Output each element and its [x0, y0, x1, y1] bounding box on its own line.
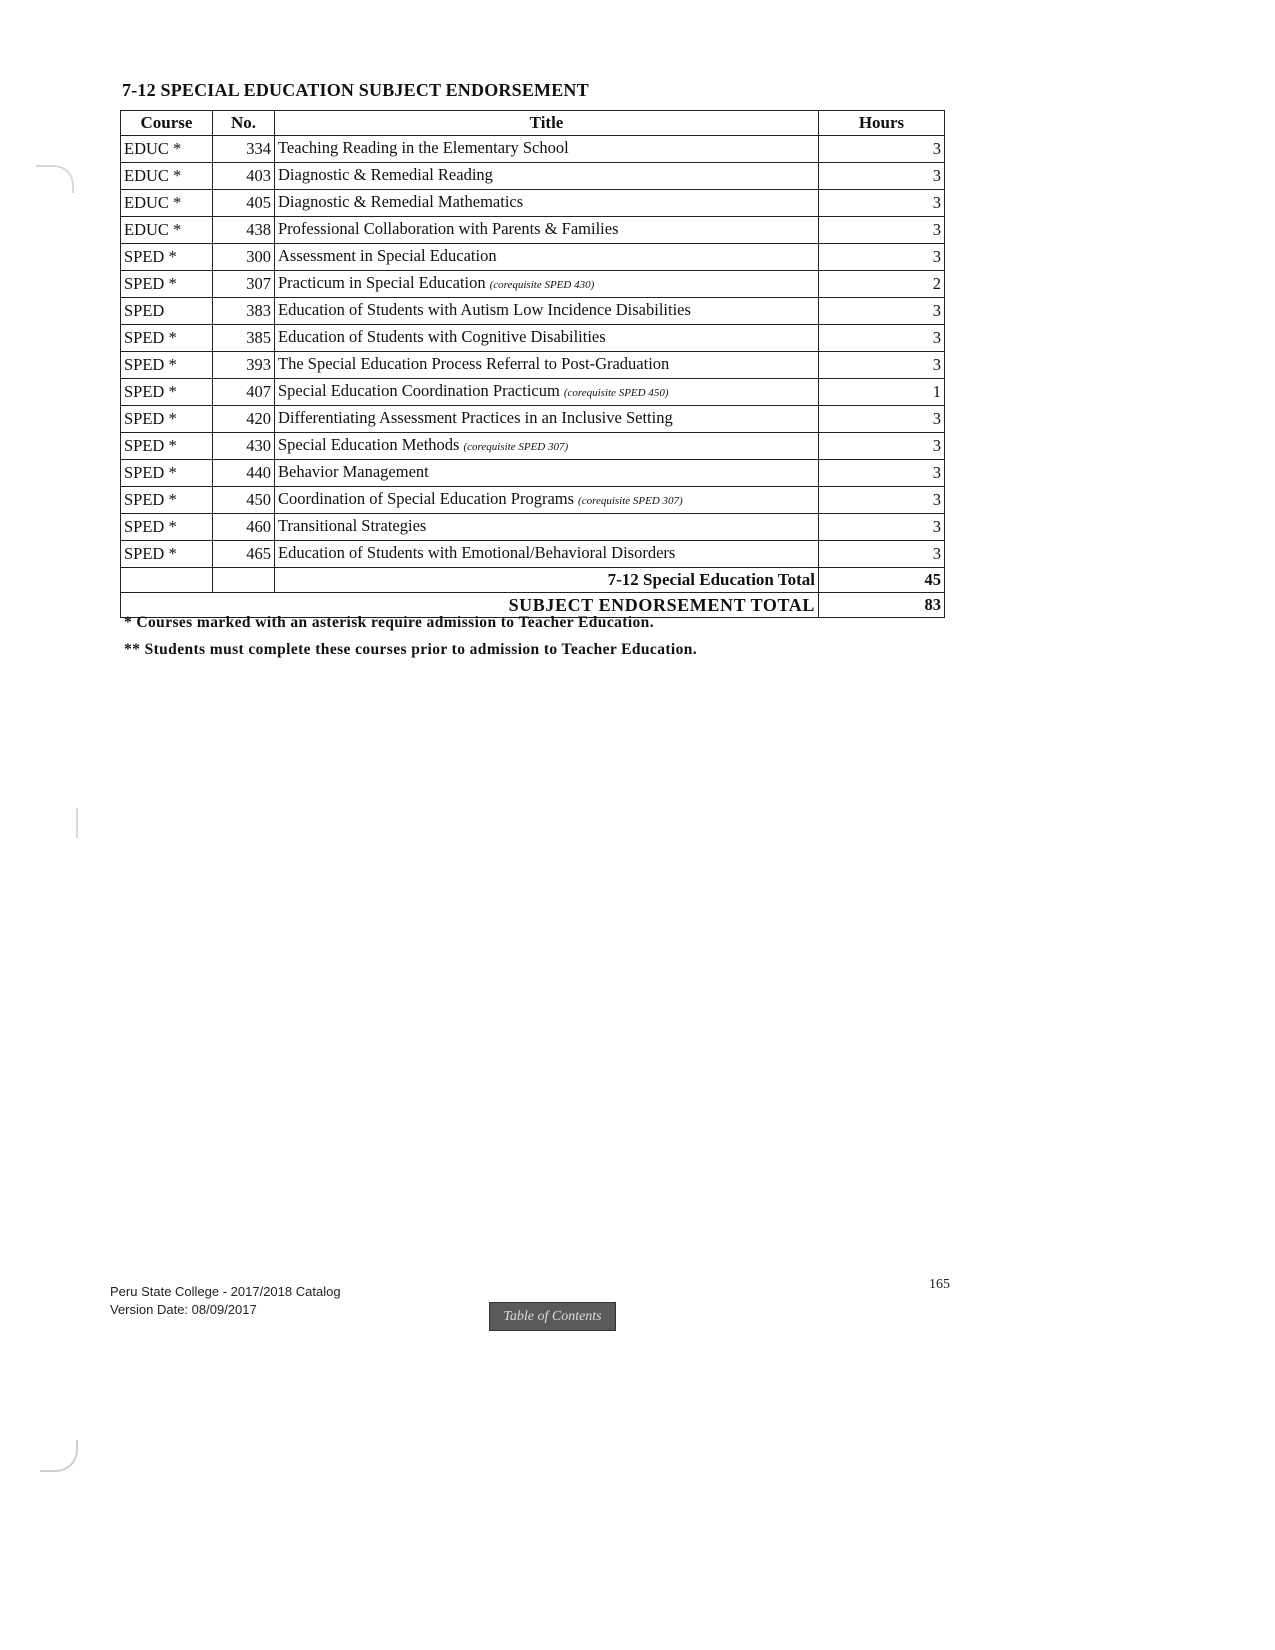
course-code — [121, 433, 213, 460]
course-code-text: SPED * — [124, 409, 177, 428]
course-hours-text: 3 — [932, 193, 941, 212]
course-code — [121, 541, 213, 568]
table-row — [121, 271, 945, 298]
course-code — [121, 487, 213, 514]
course-title — [275, 244, 819, 271]
course-code-text: EDUC * — [124, 139, 182, 158]
course-hours — [819, 541, 945, 568]
header-course: Course — [121, 111, 213, 136]
course-code-text: SPED * — [124, 274, 177, 293]
course-number-text: 440 — [246, 463, 271, 482]
table-row — [121, 514, 945, 541]
course-code-text: SPED * — [124, 355, 177, 374]
course-title — [275, 460, 819, 487]
course-title — [275, 352, 819, 379]
table-row — [121, 379, 945, 406]
course-title — [275, 325, 819, 352]
table-row — [121, 541, 945, 568]
course-title-text: Assessment in Special Education — [278, 246, 497, 265]
course-title-text: Transitional Strategies — [278, 516, 427, 535]
table-header-row — [121, 111, 945, 136]
scan-hole-mark — [76, 808, 78, 838]
empty-cell — [213, 568, 275, 593]
section-total-label: 7-12 Special Education Total — [275, 568, 819, 593]
course-hours-text: 3 — [932, 247, 941, 266]
course-title — [275, 163, 819, 190]
course-hours-text: 3 — [932, 463, 941, 482]
course-code-text: SPED * — [124, 490, 177, 509]
table-row — [121, 325, 945, 352]
course-hours-text: 3 — [932, 544, 941, 563]
course-hours — [819, 217, 945, 244]
table-row — [121, 190, 945, 217]
course-hours — [819, 433, 945, 460]
course-code-text: SPED * — [124, 328, 177, 347]
course-code-text: SPED * — [124, 382, 177, 401]
course-title-text: Diagnostic & Remedial Mathematics — [278, 192, 524, 211]
catalog-name: Peru State College - 2017/2018 Catalog — [110, 1284, 341, 1299]
course-title-text: Special Education Methods — [278, 435, 460, 454]
course-title — [275, 541, 819, 568]
course-hours-text: 3 — [932, 409, 941, 428]
table-row — [121, 487, 945, 514]
course-code — [121, 352, 213, 379]
corequisite-note: (corequisite SPED 307) — [578, 495, 683, 507]
course-code — [121, 325, 213, 352]
corequisite-note: (corequisite SPED 307) — [463, 441, 569, 453]
course-title-text: Practicum in Special Education — [278, 273, 486, 292]
corequisite-note: (corequisite SPED 450) — [563, 387, 669, 399]
table-row — [121, 298, 945, 325]
table-row — [121, 352, 945, 379]
course-hours-text: 3 — [932, 490, 941, 509]
course-hours — [819, 136, 945, 163]
course-number-text: 430 — [246, 436, 271, 455]
course-number — [213, 217, 275, 244]
grand-total-hours: 83 — [819, 593, 945, 618]
section-total-hours: 45 — [819, 568, 945, 593]
course-number-text: 460 — [246, 517, 271, 536]
course-hours — [819, 244, 945, 271]
course-number-text: 450 — [246, 490, 271, 509]
course-number-text: 438 — [246, 220, 271, 239]
course-number — [213, 136, 275, 163]
footnote-double-asterisk: ** Students must complete these courses prior to admission to Teacher Education. — [124, 641, 698, 658]
course-number-text: 307 — [246, 274, 271, 293]
course-code — [121, 190, 213, 217]
course-number-text: 334 — [246, 139, 271, 158]
course-hours — [819, 298, 945, 325]
endorsement-table — [120, 110, 945, 618]
course-number-text: 465 — [246, 544, 271, 563]
course-number — [213, 271, 275, 298]
course-number — [213, 514, 275, 541]
course-code-text: SPED * — [124, 247, 177, 266]
course-title — [275, 433, 819, 460]
course-hours — [819, 460, 945, 487]
grand-total-label: SUBJECT ENDORSEMENT TOTAL — [121, 593, 819, 618]
course-number-text: 385 — [246, 328, 271, 347]
header-no: No. — [213, 111, 275, 136]
course-title-text: Behavior Management — [278, 462, 429, 481]
course-hours-text: 3 — [932, 355, 941, 374]
table-of-contents-button[interactable]: Table of Contents — [489, 1302, 616, 1331]
course-code — [121, 298, 213, 325]
course-hours-text: 3 — [932, 301, 941, 320]
course-hours-text: 1 — [932, 382, 941, 401]
course-title — [275, 487, 819, 514]
course-number — [213, 190, 275, 217]
course-code-text: SPED * — [124, 517, 177, 536]
course-code — [121, 406, 213, 433]
course-title-text: The Special Education Process Referral to Post-Graduation — [278, 354, 670, 373]
course-code-text: SPED — [124, 301, 165, 320]
course-hours — [819, 163, 945, 190]
course-hours-text: 3 — [932, 220, 941, 239]
course-number — [213, 433, 275, 460]
table-row — [121, 163, 945, 190]
course-hours-text: 2 — [932, 274, 941, 293]
course-code — [121, 514, 213, 541]
table-row — [121, 217, 945, 244]
course-number-text: 393 — [246, 355, 271, 374]
course-title — [275, 217, 819, 244]
course-code-text: EDUC * — [124, 220, 182, 239]
header-title: Title — [275, 111, 819, 136]
course-number-text: 300 — [246, 247, 271, 266]
course-code — [121, 163, 213, 190]
course-number-text: 403 — [246, 166, 271, 185]
course-hours-text: 3 — [932, 517, 941, 536]
course-title — [275, 136, 819, 163]
course-hours-text: 3 — [932, 166, 941, 185]
course-code — [121, 136, 213, 163]
table-row — [121, 136, 945, 163]
page-number: 165 — [929, 1277, 950, 1292]
table-row — [121, 460, 945, 487]
course-code — [121, 244, 213, 271]
course-code-text: SPED * — [124, 463, 177, 482]
course-code — [121, 271, 213, 298]
table-row — [121, 406, 945, 433]
course-number — [213, 298, 275, 325]
course-title-text: Diagnostic & Remedial Reading — [278, 165, 493, 184]
course-number — [213, 460, 275, 487]
course-hours — [819, 379, 945, 406]
course-code-text: EDUC * — [124, 193, 182, 212]
empty-cell — [121, 568, 213, 593]
course-number — [213, 325, 275, 352]
course-code-text: EDUC * — [124, 166, 182, 185]
course-hours — [819, 325, 945, 352]
course-hours — [819, 514, 945, 541]
course-hours-text: 3 — [932, 436, 941, 455]
course-hours — [819, 190, 945, 217]
course-title — [275, 190, 819, 217]
course-title-text: Professional Collaboration with Parents & Families — [278, 219, 619, 238]
section-total-row — [121, 568, 945, 593]
course-hours — [819, 271, 945, 298]
course-hours — [819, 487, 945, 514]
header-hours: Hours — [819, 111, 945, 136]
course-title-text: Education of Students with Emotional/Behavioral Disorders — [278, 543, 676, 562]
course-hours-text: 3 — [932, 139, 941, 158]
course-number — [213, 541, 275, 568]
version-date: Version Date: 08/09/2017 — [110, 1302, 257, 1317]
course-number — [213, 244, 275, 271]
course-number-text: 405 — [246, 193, 271, 212]
table-body — [121, 136, 945, 568]
course-hours — [819, 352, 945, 379]
course-number-text: 420 — [246, 409, 271, 428]
course-title — [275, 406, 819, 433]
table-row — [121, 244, 945, 271]
course-hours — [819, 406, 945, 433]
course-title-text: Teaching Reading in the Elementary School — [278, 138, 569, 157]
course-code-text: SPED * — [124, 544, 177, 563]
scan-hole-mark — [40, 1440, 78, 1472]
scan-hole-mark — [36, 165, 74, 193]
course-title-text: Special Education Coordination Practicum — [278, 381, 560, 400]
footer-catalog-info — [110, 1283, 341, 1319]
course-title — [275, 271, 819, 298]
course-title-text: Education of Students with Autism Low Incidence Disabilities — [278, 300, 691, 319]
course-title-text: Coordination of Special Education Programs — [278, 489, 575, 508]
course-number — [213, 379, 275, 406]
course-title — [275, 514, 819, 541]
course-number-text: 407 — [246, 382, 271, 401]
page-title: 7-12 SPECIAL EDUCATION SUBJECT ENDORSEMENT — [122, 80, 589, 100]
course-number — [213, 487, 275, 514]
corequisite-note: (corequisite SPED 430) — [489, 279, 595, 291]
course-code — [121, 460, 213, 487]
course-title-text: Education of Students with Cognitive Disabilities — [278, 327, 606, 346]
course-code — [121, 379, 213, 406]
course-code — [121, 217, 213, 244]
table-row — [121, 433, 945, 460]
course-code-text: SPED * — [124, 436, 177, 455]
footnote-asterisk: * Courses marked with an asterisk require admission to Teacher Education. — [124, 614, 654, 631]
course-number — [213, 163, 275, 190]
course-title — [275, 298, 819, 325]
course-number — [213, 352, 275, 379]
course-number-text: 383 — [246, 301, 271, 320]
course-title-text: Differentiating Assessment Practices in an Inclusive Setting — [278, 408, 673, 427]
course-hours-text: 3 — [932, 328, 941, 347]
course-title — [275, 379, 819, 406]
course-number — [213, 406, 275, 433]
